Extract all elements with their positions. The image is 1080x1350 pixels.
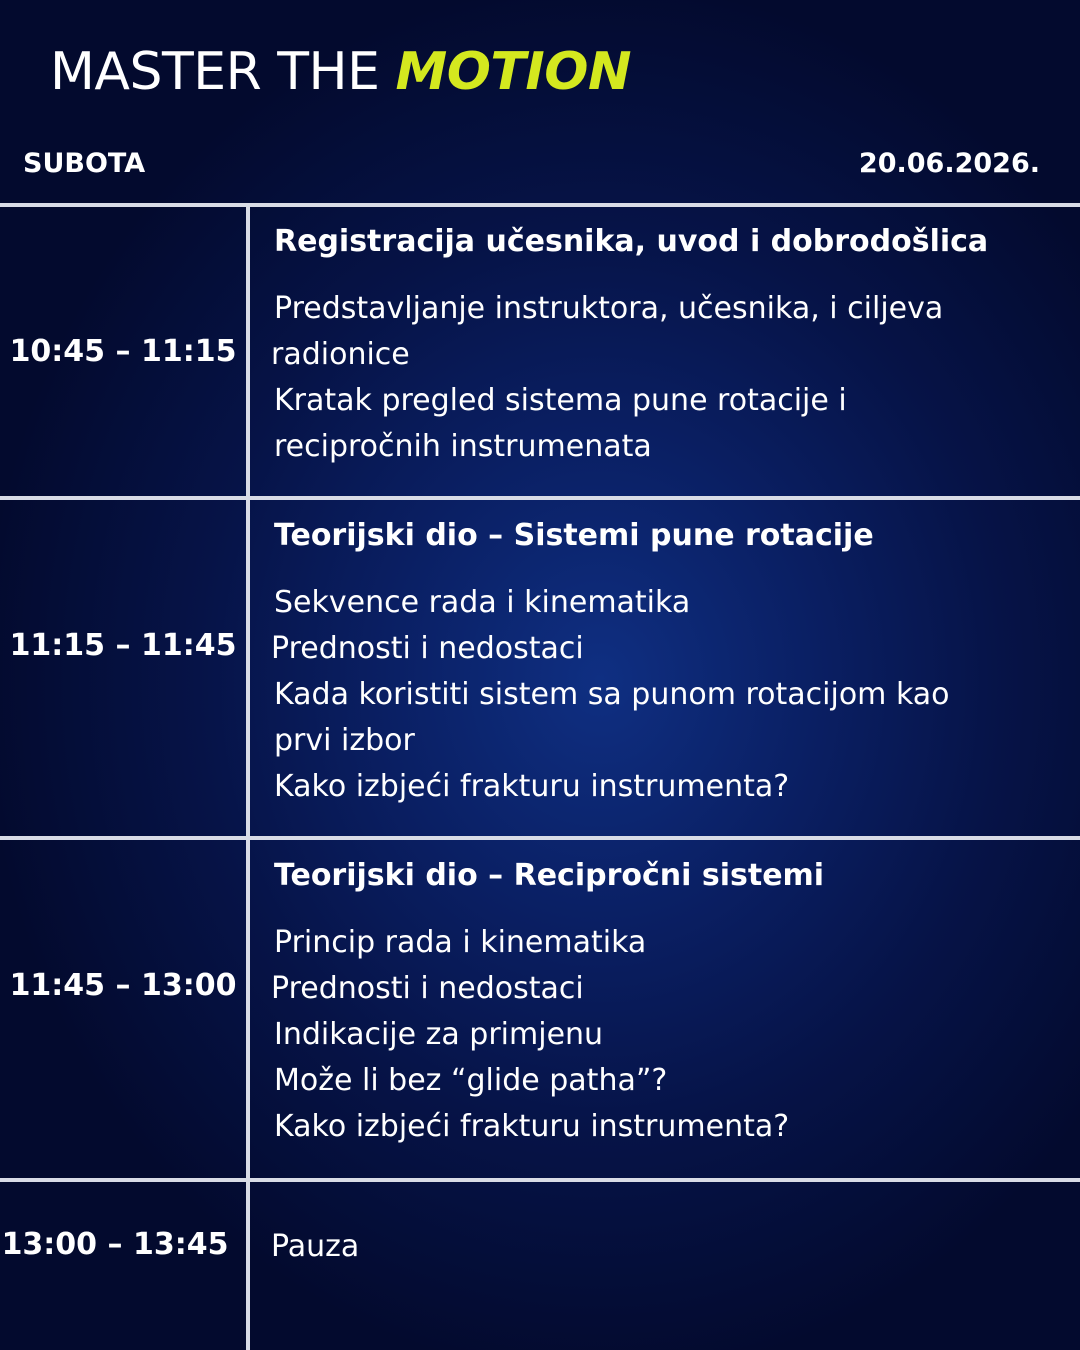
day-label: SUBOTA <box>23 148 146 179</box>
title-accent: MOTION <box>395 42 631 102</box>
time-slot: 11:45 – 13:00 <box>9 968 237 1003</box>
row-line: Kratak pregled sistema pune rotacije i <box>274 383 847 418</box>
row-line: Predstavljanje instruktora, učesnika, i ciljeva <box>274 291 944 326</box>
row-heading: Registracija učesnika, uvod i dobrodošlica <box>274 224 989 259</box>
row-content <box>271 1224 1064 1270</box>
row-line: Prednosti i nedostaci <box>271 971 584 1006</box>
divider-3 <box>0 1178 1080 1182</box>
row-line: Kada koristiti sistem sa punom rotacijom kao <box>274 677 950 712</box>
row-line: Kako izbjeći frakturu instrumenta? <box>274 1109 790 1144</box>
time-slot: 11:15 – 11:45 <box>9 628 237 663</box>
row-line: Indikacije za primjenu <box>274 1017 604 1052</box>
column-divider <box>246 206 250 1350</box>
row-line: Kako izbjeći frakturu instrumenta? <box>274 769 790 804</box>
divider-1 <box>0 496 1080 500</box>
row-line: Princip rada i kinematika <box>274 925 647 960</box>
row-line: Može li bez “glide patha”? <box>274 1063 668 1098</box>
row-line: Sekvence rada i kinematika <box>274 585 691 620</box>
divider-top <box>0 203 1080 207</box>
row-line: Pauza <box>271 1229 360 1264</box>
row-content <box>271 224 1064 470</box>
row-line: radionice <box>271 337 410 372</box>
title-main: MASTER THE <box>50 42 380 102</box>
row-heading: Teorijski dio – Recipročni sistemi <box>274 858 825 893</box>
row-content <box>271 518 1064 810</box>
time-slot: 10:45 – 11:15 <box>9 334 237 369</box>
row-heading: Teorijski dio – Sistemi pune rotacije <box>274 518 874 553</box>
divider-2 <box>0 836 1080 840</box>
row-line: Prednosti i nedostaci <box>271 631 584 666</box>
row-content <box>271 858 1064 1150</box>
title <box>50 42 631 102</box>
row-line: recipročnih instrumenata <box>274 429 652 464</box>
row-line: prvi izbor <box>274 723 415 758</box>
time-slot: 13:00 – 13:45 <box>1 1227 229 1262</box>
date-label: 20.06.2026. <box>858 148 1040 179</box>
